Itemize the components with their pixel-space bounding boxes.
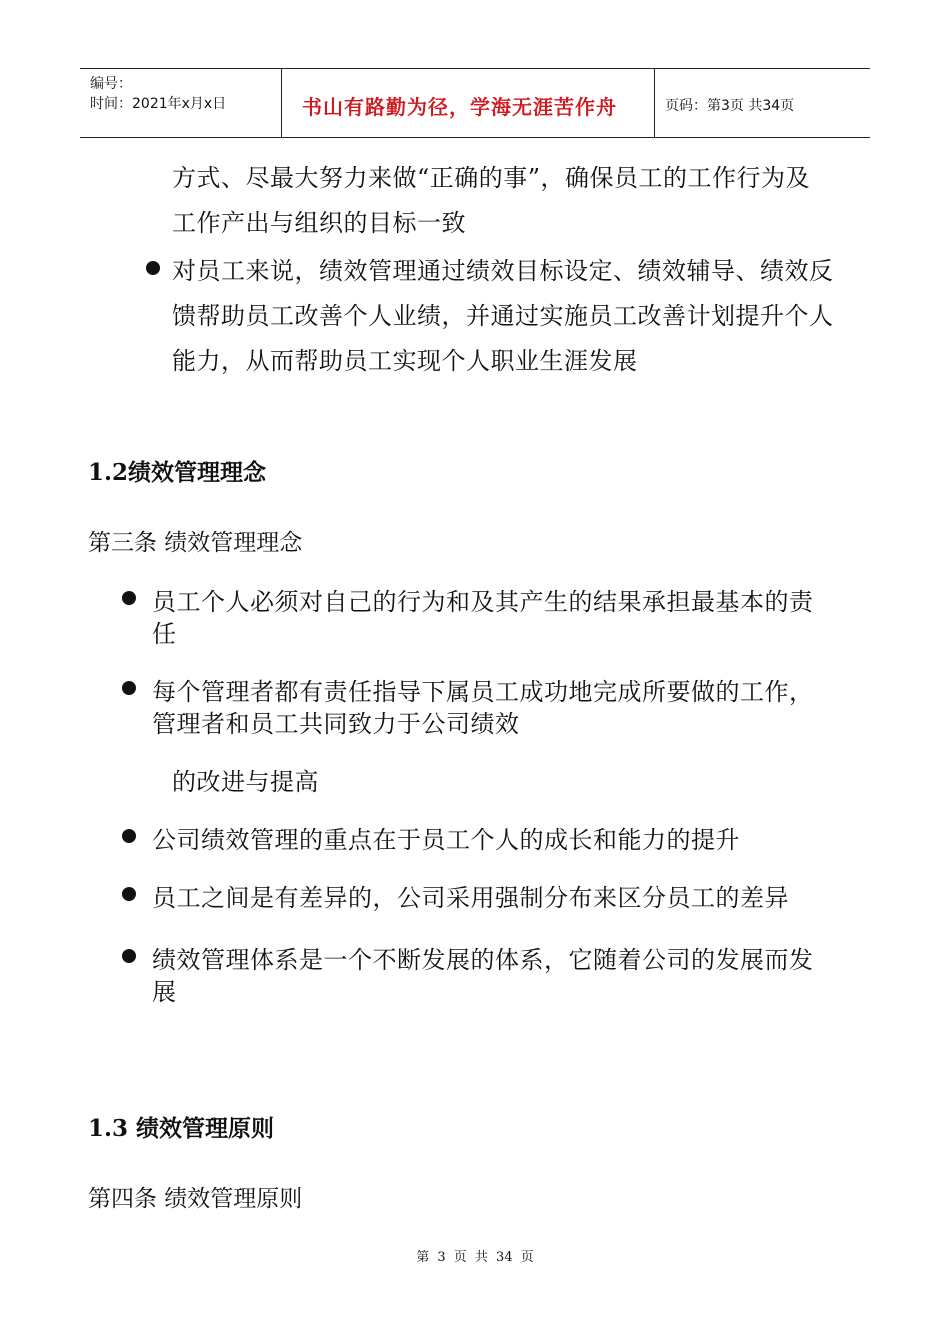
header-page-label: 页码：第3页 共34页 <box>665 98 795 114</box>
list-item-line: 展 <box>152 978 177 1006</box>
bullet-icon <box>122 949 136 963</box>
bullet-icon <box>146 261 160 275</box>
header-motto-cell <box>282 69 655 137</box>
header-info-cell <box>80 69 282 137</box>
list-item-line: 的改进与提高 <box>172 768 319 796</box>
list-item-line: 绩效管理体系是一个不断发展的体系，它随着公司的发展而发 <box>152 946 814 974</box>
article-title: 第三条 绩效管理理念 <box>88 530 303 556</box>
bullet-icon <box>122 887 136 901</box>
header-page-cell <box>655 69 870 137</box>
list-item-line: 员工个人必须对自己的行为和及其产生的结果承担最基本的责 <box>152 588 814 616</box>
paragraph-line: 能力，从而帮助员工实现个人职业生涯发展 <box>172 347 638 375</box>
page-footer: 第 3 页 共 34 页 <box>416 1250 534 1265</box>
document-date-label: 时间：2021年x月x日 <box>90 96 227 112</box>
section-heading: 1.3 绩效管理原则 <box>88 1115 275 1142</box>
bullet-icon <box>122 591 136 605</box>
list-item-line: 管理者和员工共同致力于公司绩效 <box>152 710 520 738</box>
section-heading: 1.2绩效管理理念 <box>88 459 267 486</box>
bullet-icon <box>122 829 136 843</box>
header-motto: 书山有路勤为径，学海无涯苦作舟 <box>302 95 617 119</box>
article-title: 第四条 绩效管理原则 <box>88 1186 303 1212</box>
list-item-line: 员工之间是有差异的，公司采用强制分布来区分员工的差异 <box>152 884 789 912</box>
page-header <box>80 68 870 138</box>
bullet-icon <box>122 681 136 695</box>
paragraph-line: 馈帮助员工改善个人业绩，并通过实施员工改善计划提升个人 <box>172 302 834 330</box>
list-item-line: 每个管理者都有责任指导下属员工成功地完成所要做的工作， <box>152 678 814 706</box>
paragraph-line: 方式、尽最大努力来做“正确的事”，确保员工的工作行为及 <box>172 164 811 192</box>
document-number-label: 编号： <box>90 76 132 92</box>
list-item-line: 任 <box>152 620 177 648</box>
list-item-line: 公司绩效管理的重点在于员工个人的成长和能力的提升 <box>152 826 740 854</box>
paragraph-line: 工作产出与组织的目标一致 <box>172 209 466 237</box>
paragraph-line: 对员工来说，绩效管理通过绩效目标设定、绩效辅导、绩效反 <box>172 257 834 285</box>
